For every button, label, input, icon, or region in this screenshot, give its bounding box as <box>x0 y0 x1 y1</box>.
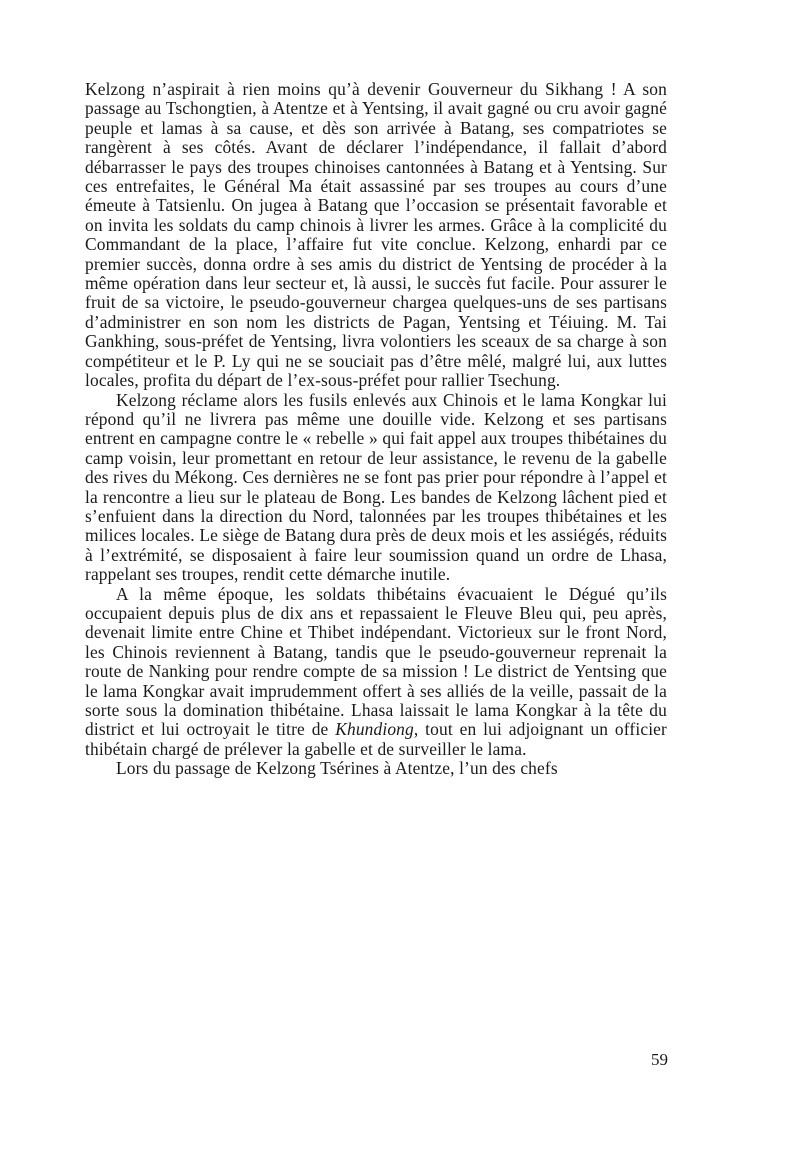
paragraph-1: Kelzong n’aspirait à rien moins qu’à devenir Gouverneur du Sikhang ! A son passage au Tschongtien, à Atentze et à Yentsing, il avait gagné ou cru avoir gagné peuple et lamas à sa cause, et dès son arrivée à Batang, ses compatriotes se rangèrent à ses côtés. Avant de déclarer l’indépendance, il fallait d’abord débarrasser le pays des troupes chinoises cantonnées à Batang et à Yentsing. Sur ces entrefaites, le Général Ma était assassiné par ses troupes au cours d’une émeute à Tatsienlu. On jugea à Batang que l’occasion se présentait favorable et on invita les soldats du camp chinois à livrer les armes. Grâce à la complicité du Commandant de la place, l’affaire fut vite conclue. Kelzong, enhardi par ce premier succès, donna ordre à ses amis du district de Yentsing de procéder à la même opération dans leur secteur et, là aussi, le succès fut facile. Pour assurer le fruit de sa victoire, le pseudo-gouverneur chargea quelques-uns de ses partisans d’administrer en son nom les districts de Pagan, Yentsing et Téiuing. M. Tai Gankhing, sous-préfet de Yentsing, livra volontiers les sceaux de sa charge à son compétiteur et le P. Ly qui ne se souciait pas d’être mêlé, malgré lui, aux luttes locales, profita du départ de l’ex-sous-préfet pour rallier Tsechung. <box>85 79 667 391</box>
paragraph-3: A la même époque, les soldats thibétains évacuaient le Dégué qu’ils occupaient depuis plus de dix ans et repassaient le Fleuve Bleu qui, peu après, devenait limite entre Chine et Thibet indépendant. Victorieux sur le front Nord, les Chinois reviennent à Batang, tandis que le pseudo-gouverneur reprenait la route de Nanking pour rendre compte de sa mission ! Le district de Yentsing que le lama Kongkar avait imprudemment offert à ses alliés de la veille, passait de la sorte sous la domination thibétaine. Lhasa laissait le lama Kongkar à la tête du district et lui octroyait le titre de Khundiong, tout en lui adjoignant un officier thibétain chargé de prélever la gabelle et de surveiller le lama. <box>85 583 667 759</box>
italic-term: Khundiong <box>335 719 414 740</box>
paragraph-4: Lors du passage de Kelzong Tsérines à Atentze, l’un des chefs <box>116 758 558 779</box>
body-text <box>85 80 667 779</box>
paragraph-2: Kelzong réclame alors les fusils enlevés aux Chinois et le lama Kongkar lui répond qu’il ne livrera pas même une douille vide. Kelzong et ses partisans entrent en campagne contre le « rebelle » qui fait appel aux troupes thibétaines du camp voisin, leur promettant en retour de leur assistance, le revenu de la gabelle des rives du Mékong. Ces dernières ne se font pas prier pour répondre à l’appel et la rencontre a lieu sur le plateau de Bong. Les bandes de Kelzong lâchent pied et s’enfuient dans la direction du Nord, talonnées par les troupes thibétaines et les milices locales. Le siège de Batang dura près de deux mois et les assiégés, réduits à l’extrémité, se disposaient à faire leur soumission quand un ordre de Lhasa, rappelant ses troupes, rendit cette démarche inutile. <box>85 389 667 585</box>
page-number: 59 <box>651 1050 668 1069</box>
